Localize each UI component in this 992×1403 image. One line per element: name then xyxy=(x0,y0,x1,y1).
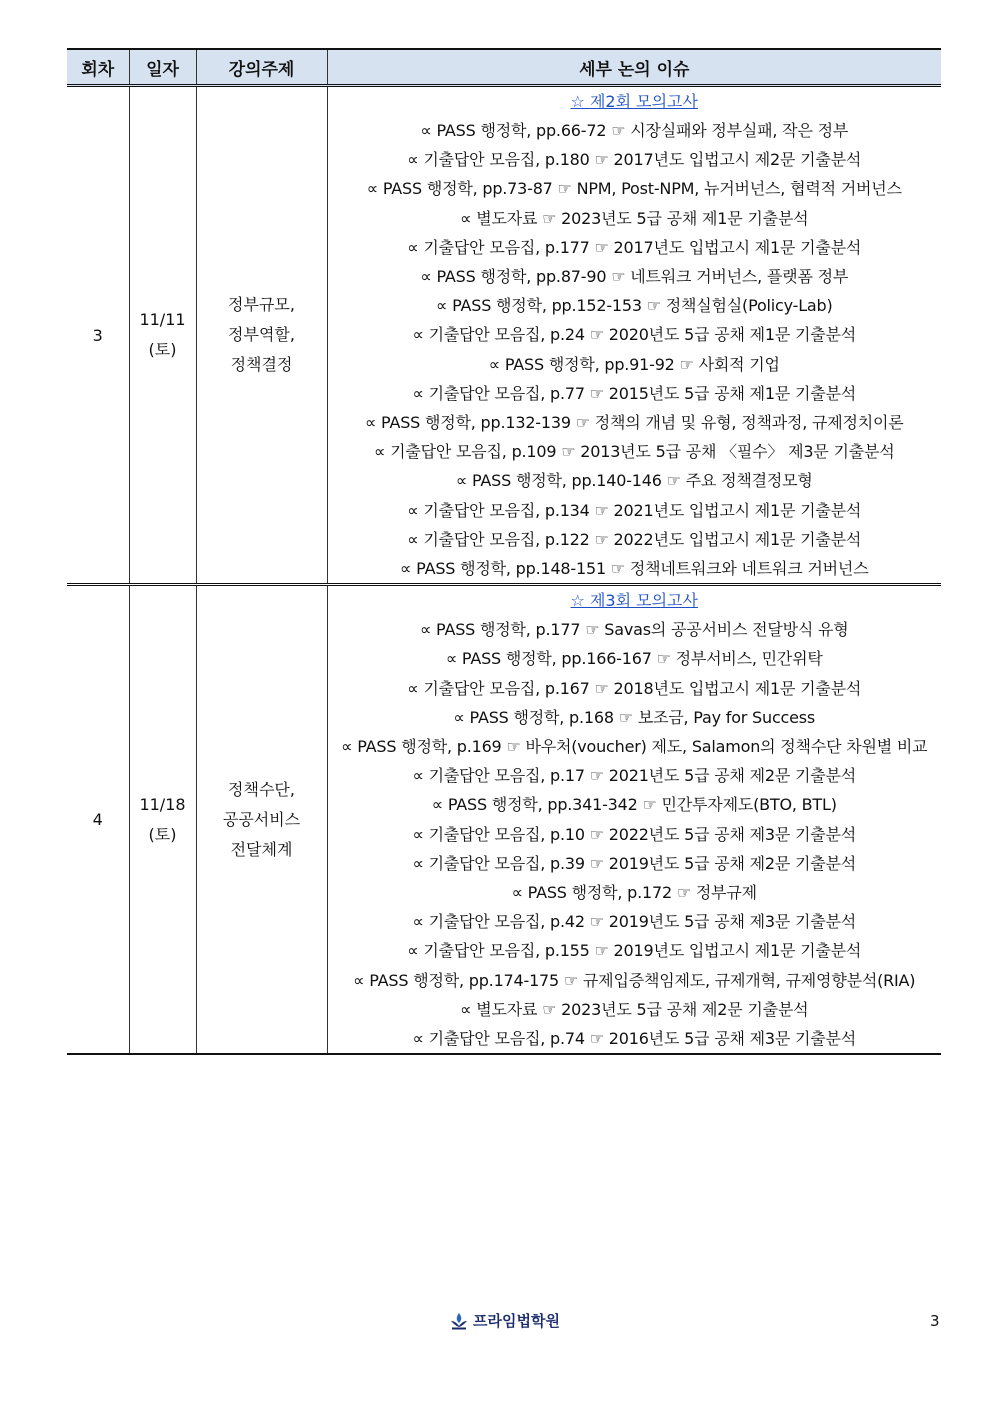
issue-item: ∝ PASS 행정학, p.177 ☞ Savas의 공공서비스 전달방식 유형 xyxy=(419,620,849,640)
issue-item: ∝ 기출답안 모음집, p.109 ☞ 2013년도 5급 공채 〈필수〉 제3문 기출분석 xyxy=(374,442,895,462)
issue-item: ∝ PASS 행정학, pp.73-87 ☞ NPM, Post-NPM, 뉴거버넌스, 협력적 거버넌스 xyxy=(366,179,902,199)
issue-item: ∝ PASS 행정학, pp.132-139 ☞ 정책의 개념 및 유형, 정책과정, 규제정치이론 xyxy=(364,413,904,433)
session-row-4 xyxy=(67,585,941,1055)
issue-item: ∝ PASS 행정학, p.168 ☞ 보조금, Pay for Success xyxy=(453,707,816,727)
topic-line: 정부규모, xyxy=(228,295,295,315)
issue-item: ∝ 기출답안 모음집, p.39 ☞ 2019년도 5급 공채 제2문 기출분석 xyxy=(412,853,857,873)
issue-item: ∝ 기출답안 모음집, p.177 ☞ 2017년도 입법고시 제1문 기출분석 xyxy=(407,237,862,257)
topic-line: 정책결정 xyxy=(230,355,293,375)
session-issues xyxy=(327,585,941,1055)
page-number: 3 xyxy=(930,1312,940,1330)
issue-item: ∝ 기출답안 모음집, p.122 ☞ 2022년도 입법고시 제1문 기출분석 xyxy=(407,529,862,549)
session-topic xyxy=(196,585,327,1055)
date-line: 11/11 xyxy=(139,310,186,330)
header-session: 회차 xyxy=(67,49,129,86)
session-date xyxy=(129,585,196,1055)
issue-item: ∝ 기출답안 모음집, p.155 ☞ 2019년도 입법고시 제1문 기출분석 xyxy=(407,941,862,961)
topic-line: 전달체계 xyxy=(230,839,293,859)
issue-item: ∝ 기출답안 모음집, p.134 ☞ 2021년도 입법고시 제1문 기출분석 xyxy=(407,500,862,520)
issue-item: ∝ PASS 행정학, pp.166-167 ☞ 정부서비스, 민간위탁 xyxy=(445,649,823,669)
issue-item: ∝ 기출답안 모음집, p.42 ☞ 2019년도 5급 공채 제3문 기출분석 xyxy=(412,912,857,932)
issue-item: ∝ 별도자료 ☞ 2023년도 5급 공채 제1문 기출분석 xyxy=(460,208,809,228)
fountain-logo-icon xyxy=(449,1312,469,1330)
topic-line: 정책수단, xyxy=(228,779,295,799)
issue-item: ∝ PASS 행정학, pp.91-92 ☞ 사회적 기업 xyxy=(488,354,780,374)
table-header-row xyxy=(67,49,941,86)
mock-exam-link[interactable]: ☆ 제3회 모의고사 xyxy=(570,591,698,611)
session-number: 4 xyxy=(67,585,129,1055)
issue-item: ∝ PASS 행정학, pp.140-146 ☞ 주요 정책결정모형 xyxy=(455,471,813,491)
schedule-table xyxy=(67,48,941,1055)
issue-item: ∝ 기출답안 모음집, p.74 ☞ 2016년도 5급 공채 제3문 기출분석 xyxy=(412,1029,857,1049)
header-date: 일자 xyxy=(129,49,196,86)
footer-logo xyxy=(449,1310,560,1331)
issue-item: ∝ 기출답안 모음집, p.17 ☞ 2021년도 5급 공채 제2문 기출분석 xyxy=(412,766,857,786)
issue-item: ∝ PASS 행정학, p.172 ☞ 정부규제 xyxy=(511,883,757,903)
issue-item: ∝ PASS 행정학, pp.152-153 ☞ 정책실험실(Policy-Lab) xyxy=(435,296,833,316)
issue-item: ∝ 기출답안 모음집, p.10 ☞ 2022년도 5급 공채 제3문 기출분석 xyxy=(412,824,857,844)
issue-item: ∝ PASS 행정학, pp.174-175 ☞ 규제입증책임제도, 규제개혁, 규제영향분석(RIA) xyxy=(353,970,916,990)
date-line: 11/18 xyxy=(139,794,186,814)
topic-line: 공공서비스 xyxy=(222,809,301,829)
issue-item: ∝ 기출답안 모음집, p.77 ☞ 2015년도 5급 공채 제1문 기출분석 xyxy=(412,383,857,403)
session-date xyxy=(129,86,196,585)
header-issues: 세부 논의 이슈 xyxy=(327,49,941,86)
session-topic xyxy=(196,86,327,585)
date-weekday: (토) xyxy=(148,340,177,360)
issue-item: ∝ PASS 행정학, pp.341-342 ☞ 민간투자제도(BTO, BTL) xyxy=(431,795,837,815)
issue-item: ∝ 별도자료 ☞ 2023년도 5급 공채 제2문 기출분석 xyxy=(460,999,809,1019)
header-topic: 강의주제 xyxy=(196,49,327,86)
logo-text: 프라임법학원 xyxy=(473,1312,560,1330)
issue-item: ∝ PASS 행정학, pp.87-90 ☞ 네트워크 거버넌스, 플랫폼 정부 xyxy=(420,267,849,287)
issue-item: ∝ 기출답안 모음집, p.167 ☞ 2018년도 입법고시 제1문 기출분석 xyxy=(407,678,862,698)
mock-exam-link[interactable]: ☆ 제2회 모의고사 xyxy=(570,92,698,111)
issue-item: ∝ 기출답안 모음집, p.180 ☞ 2017년도 입법고시 제2문 기출분석 xyxy=(407,150,862,170)
session-issues xyxy=(327,86,941,585)
session-number: 3 xyxy=(67,86,129,585)
date-weekday: (토) xyxy=(148,824,177,844)
issue-item: ∝ PASS 행정학, p.169 ☞ 바우처(voucher) 제도, Salamon의 정책수단 차원별 비교 xyxy=(341,737,928,757)
session-row-3 xyxy=(67,86,941,585)
issue-item: ∝ PASS 행정학, pp.66-72 ☞ 시장실패와 정부실패, 작은 정부 xyxy=(420,121,849,140)
topic-line: 정부역할, xyxy=(228,325,295,345)
issue-item: ∝ 기출답안 모음집, p.24 ☞ 2020년도 5급 공채 제1문 기출분석 xyxy=(412,325,857,345)
issue-item: ∝ PASS 행정학, pp.148-151 ☞ 정책네트워크와 네트워크 거버넌스 xyxy=(400,559,869,579)
